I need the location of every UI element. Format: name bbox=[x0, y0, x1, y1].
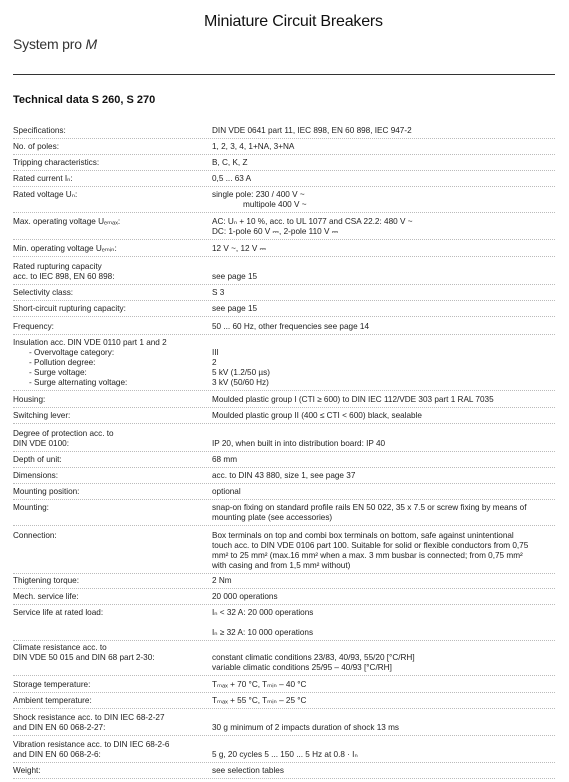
spec-value-line: constant climatic conditions 23/83, 40/93, 55/20 [°C/RH] bbox=[212, 653, 415, 662]
spec-label-line: Depth of unit: bbox=[13, 455, 62, 464]
spec-value bbox=[212, 338, 557, 388]
row-separator bbox=[13, 467, 555, 468]
row-separator bbox=[13, 451, 555, 452]
row-separator bbox=[13, 573, 555, 574]
spec-label bbox=[13, 244, 203, 254]
spec-value bbox=[212, 643, 557, 673]
spec-label-line: Housing: bbox=[13, 395, 46, 404]
spec-value-line: Tₘₐₓ + 55 °C, Tₘᵢₙ – 25 °C bbox=[212, 696, 307, 705]
spec-label-line: DIN VDE 50 015 and DIN 68 part 2-30: bbox=[13, 653, 155, 662]
spec-label bbox=[13, 411, 203, 421]
row-separator bbox=[13, 423, 555, 424]
spec-label-line: Connection: bbox=[13, 531, 57, 540]
spec-label bbox=[13, 304, 203, 314]
spec-value bbox=[212, 304, 557, 314]
spec-value-line: DIN VDE 0641 part 11, IEC 898, EN 60 898, IEC 947-2 bbox=[212, 126, 412, 135]
spec-value-line bbox=[212, 262, 557, 272]
spec-label-line: Selectivity class: bbox=[13, 288, 74, 297]
row-separator bbox=[13, 212, 555, 213]
spec-label-line: Frequency: bbox=[13, 322, 54, 331]
spec-value-line: acc. to DIN 43 880, size 1, see page 37 bbox=[212, 471, 356, 480]
spec-label-line: acc. to IEC 898, EN 60 898: bbox=[13, 272, 115, 281]
row-separator bbox=[13, 186, 555, 187]
spec-label-line: Short-circuit rupturing capacity: bbox=[13, 304, 126, 313]
row-separator bbox=[13, 708, 555, 709]
spec-value bbox=[212, 244, 557, 254]
spec-value bbox=[212, 411, 557, 421]
spec-value bbox=[212, 531, 557, 571]
spec-value bbox=[212, 174, 557, 184]
row-separator bbox=[13, 256, 555, 257]
spec-label bbox=[13, 217, 203, 227]
spec-value-line: DC: 1-pole 60 V ⎓, 2-pole 110 V ⎓ bbox=[212, 227, 339, 236]
spec-value bbox=[212, 429, 557, 449]
spec-value-line: 12 V ~, 12 V ⎓ bbox=[212, 244, 267, 253]
spec-value-line bbox=[212, 338, 557, 348]
spec-value bbox=[212, 158, 557, 168]
spec-label-line: Switching lever: bbox=[13, 411, 71, 420]
spec-value-line: AC: Uₙ + 10 %, acc. to UL 1077 and CSA 22.2: 480 V ~ bbox=[212, 217, 413, 226]
spec-label bbox=[13, 158, 203, 168]
spec-label bbox=[13, 395, 203, 405]
spec-value-line: IP 20, when built in into distribution board: IP 40 bbox=[212, 439, 386, 448]
spec-value-line: B, C, K, Z bbox=[212, 158, 248, 167]
row-separator bbox=[13, 604, 555, 605]
row-separator bbox=[13, 499, 555, 500]
spec-label bbox=[13, 190, 203, 200]
row-separator bbox=[13, 588, 555, 589]
spec-label bbox=[13, 680, 203, 690]
spec-label bbox=[13, 592, 203, 602]
spec-label bbox=[13, 713, 203, 733]
spec-label-line: Degree of protection acc. to bbox=[13, 429, 114, 438]
spec-value-line: 2 bbox=[212, 358, 217, 367]
spec-label-line: No. of poles: bbox=[13, 142, 59, 151]
spec-label bbox=[13, 576, 203, 586]
spec-value-line: 20 000 operations bbox=[212, 592, 278, 601]
spec-value-line: see page 15 bbox=[212, 304, 258, 313]
spec-value-line: 68 mm bbox=[212, 455, 238, 464]
spec-value bbox=[212, 395, 557, 405]
spec-value bbox=[212, 322, 557, 332]
spec-label-line: Specifications: bbox=[13, 126, 66, 135]
spec-label-line: - Overvoltage category: bbox=[29, 348, 115, 357]
spec-value bbox=[212, 126, 557, 136]
spec-value-line: with casing and from 1,5 mm² without) bbox=[212, 561, 351, 570]
spec-label bbox=[13, 322, 203, 332]
spec-label bbox=[13, 740, 203, 760]
spec-label-line: Mounting: bbox=[13, 503, 49, 512]
spec-label-line: Insulation acc. DIN VDE 0110 part 1 and 2 bbox=[13, 338, 167, 347]
spec-value-line: optional bbox=[212, 487, 241, 496]
row-separator bbox=[13, 334, 555, 335]
spec-label-line: Ambient temperature: bbox=[13, 696, 92, 705]
spec-value bbox=[212, 262, 557, 282]
row-separator bbox=[13, 316, 555, 317]
spec-label bbox=[13, 338, 203, 388]
row-separator bbox=[13, 390, 555, 391]
spec-value-line: 50 ... 60 Hz, other frequencies see page 14 bbox=[212, 322, 370, 331]
row-separator bbox=[13, 407, 555, 408]
spec-value-line: touch acc. to DIN VDE 0106 part 100. Suitable for solid or flexible conductors from 0,75 bbox=[212, 541, 529, 550]
spec-label bbox=[13, 126, 203, 136]
spec-value-line: Moulded plastic group II (400 ≤ CTI < 600) black, sealable bbox=[212, 411, 422, 420]
spec-value-line: single pole: 230 / 400 V ~ bbox=[212, 190, 305, 199]
spec-label-line: Tripping characteristics: bbox=[13, 158, 100, 167]
row-separator bbox=[13, 239, 555, 240]
spec-value-line: variable climatic conditions 25/95 – 40/93 [°C/RH] bbox=[212, 663, 392, 672]
spec-value bbox=[212, 455, 557, 465]
spec-label-line: Service life at rated load: bbox=[13, 608, 104, 617]
row-separator bbox=[13, 170, 555, 171]
spec-value bbox=[212, 190, 557, 210]
spec-value-line: mm² to 25 mm² (max.16 mm² when a max. 3 mm busbar is connected; from 0,75 mm² bbox=[212, 551, 523, 560]
spec-value bbox=[212, 680, 557, 690]
row-separator bbox=[13, 640, 555, 641]
spec-value-line: mounting plate (see accessories) bbox=[212, 513, 333, 522]
spec-value-line: Tₘₐₓ + 70 °C, Tₘᵢₙ – 40 °C bbox=[212, 680, 307, 689]
spec-label bbox=[13, 174, 203, 184]
spec-label-line: Dimensions: bbox=[13, 471, 59, 480]
spec-label-line: Thigtening torque: bbox=[13, 576, 79, 585]
spec-value bbox=[212, 503, 557, 523]
spec-label bbox=[13, 503, 203, 513]
spec-value-line: 30 g minimum of 2 impacts duration of shock 13 ms bbox=[212, 723, 400, 732]
row-separator bbox=[13, 284, 555, 285]
row-separator bbox=[13, 778, 555, 779]
spec-value-line bbox=[212, 713, 557, 723]
spec-label-line: - Surge alternating voltage: bbox=[29, 378, 128, 387]
spec-value bbox=[212, 471, 557, 481]
row-separator bbox=[13, 675, 555, 676]
spec-value-line: see page 15 bbox=[212, 272, 258, 281]
spec-value bbox=[212, 142, 557, 152]
spec-value bbox=[212, 608, 557, 638]
spec-label-line: Shock resistance acc. to DIN IEC 68-2-27 bbox=[13, 713, 165, 722]
spec-value-line: multipole 400 V ~ bbox=[243, 200, 307, 209]
spec-value-line: 2 Nm bbox=[212, 576, 232, 585]
spec-value-line: snap-on fixing on standard profile rails EN 50 022, 35 x 7.5 or screw fixing by means of bbox=[212, 503, 527, 512]
spec-label bbox=[13, 429, 203, 449]
spec-value-line bbox=[212, 429, 557, 439]
spec-label bbox=[13, 471, 203, 481]
row-separator bbox=[13, 300, 555, 301]
spec-label bbox=[13, 455, 203, 465]
spec-label bbox=[13, 643, 203, 663]
spec-label bbox=[13, 288, 203, 298]
spec-label bbox=[13, 531, 203, 541]
spec-value-line: S 3 bbox=[212, 288, 225, 297]
row-separator bbox=[13, 525, 555, 526]
spec-label-line: Storage temperature: bbox=[13, 680, 91, 689]
spec-value-line: 1, 2, 3, 4, 1+NA, 3+NA bbox=[212, 142, 295, 151]
spec-value-line: 0,5 ... 63 A bbox=[212, 174, 252, 183]
spec-label-line: DIN VDE 0100: bbox=[13, 439, 69, 448]
spec-label-line: and DIN EN 60 068-2-6: bbox=[13, 750, 101, 759]
spec-value bbox=[212, 766, 557, 776]
spec-label-line: Vibration resistance acc. to DIN IEC 68-2-6 bbox=[13, 740, 170, 749]
spec-value-line: Iₙ ≥ 32 A: 10 000 operations bbox=[212, 628, 314, 637]
spec-value bbox=[212, 217, 557, 237]
spec-label-line: Rated voltage Uₙ: bbox=[13, 190, 78, 199]
spec-label bbox=[13, 142, 203, 152]
spec-label bbox=[13, 766, 203, 776]
spec-label-line: - Surge voltage: bbox=[29, 368, 87, 377]
brand-m: M bbox=[85, 36, 97, 52]
spec-label-line: Min. operating voltage Uₑₘᵢₙ: bbox=[13, 244, 117, 253]
row-separator bbox=[13, 735, 555, 736]
section-title: Technical data S 260, S 270 bbox=[13, 94, 156, 106]
brand-main: System pro bbox=[13, 36, 82, 52]
spec-value-line: see selection tables bbox=[212, 766, 284, 775]
spec-value bbox=[212, 696, 557, 706]
spec-value bbox=[212, 740, 557, 760]
spec-label-line: Climate resistance acc. to bbox=[13, 643, 107, 652]
page-title: Miniature Circuit Breakers bbox=[204, 13, 383, 30]
spec-value-line: 5 kV (1.2/50 µs) bbox=[212, 368, 270, 377]
spec-value bbox=[212, 576, 557, 586]
spec-value-line: Moulded plastic group I (CTI ≥ 600) to DIN IEC 112/VDE 303 part 1 RAL 7035 bbox=[212, 395, 494, 404]
spec-label bbox=[13, 487, 203, 497]
spec-value-line: Iₙ < 32 A: 20 000 operations bbox=[212, 608, 314, 617]
spec-value-line: 5 g, 20 cycles 5 ... 150 ... 5 Hz at 0.8 · Iₙ bbox=[212, 750, 358, 759]
spec-label-line: and DIN EN 60 068-2-27: bbox=[13, 723, 106, 732]
spec-value bbox=[212, 487, 557, 497]
spec-label-line: Weight: bbox=[13, 766, 41, 775]
spec-value bbox=[212, 592, 557, 602]
spec-value-line bbox=[212, 643, 557, 653]
spec-label-line: Mounting position: bbox=[13, 487, 80, 496]
spec-value-line: III bbox=[212, 348, 219, 357]
spec-value-line bbox=[212, 618, 557, 628]
spec-label-line: - Pollution degree: bbox=[29, 358, 96, 367]
row-separator bbox=[13, 138, 555, 139]
spec-value bbox=[212, 713, 557, 733]
spec-label-line: Mech. service life: bbox=[13, 592, 79, 601]
spec-value-line bbox=[212, 740, 557, 750]
spec-value-line: Box terminals on top and combi box terminals on bottom, safe against unintentional bbox=[212, 531, 514, 540]
spec-value bbox=[212, 288, 557, 298]
row-separator bbox=[13, 762, 555, 763]
spec-label bbox=[13, 696, 203, 706]
spec-label-line: Max. operating voltage Uₑₘₐₓ: bbox=[13, 217, 121, 226]
spec-label bbox=[13, 262, 203, 282]
spec-value-line: 3 kV (50/60 Hz) bbox=[212, 378, 269, 387]
spec-label bbox=[13, 608, 203, 618]
row-separator bbox=[13, 692, 555, 693]
row-separator bbox=[13, 483, 555, 484]
spec-label-line: Rated current Iₙ: bbox=[13, 174, 73, 183]
spec-label-line: Rated rupturing capacity bbox=[13, 262, 102, 271]
row-separator bbox=[13, 154, 555, 155]
